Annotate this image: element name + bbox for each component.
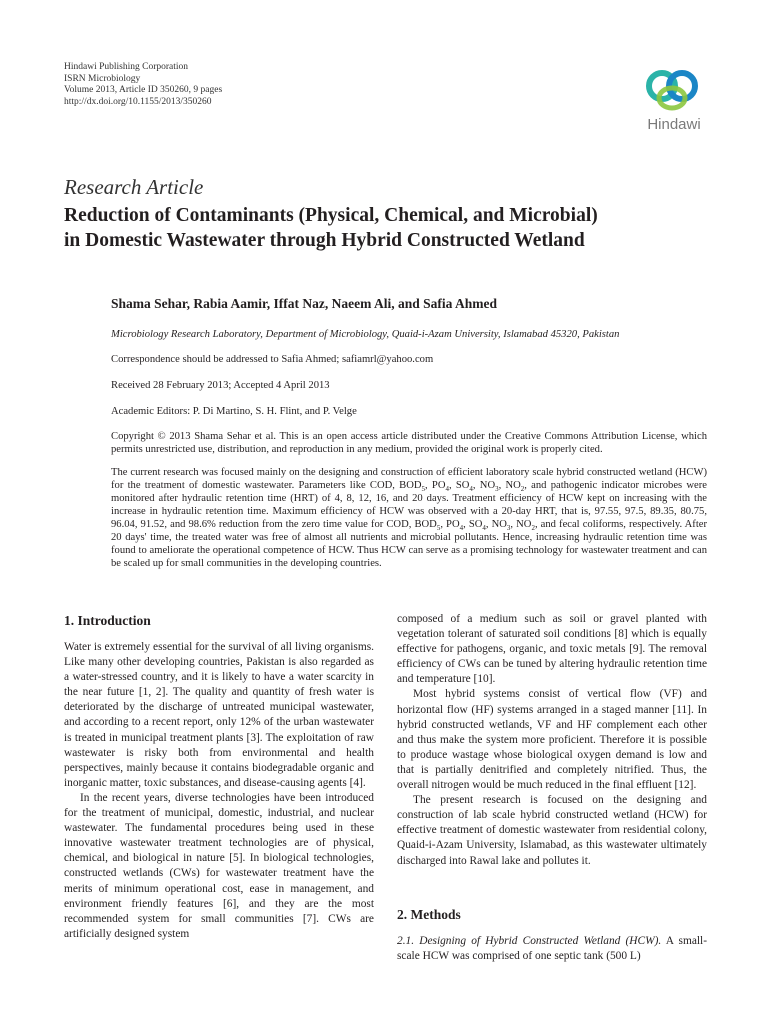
abstract: The current research was focused mainly on the designing and construction of efficient laboratory scale hybrid constructed wetland (HCW) for the treatment of domestic wastewater. Parameters like COD, $BOD_5$, $PO_4$, $SO_4$, $NO_3$, $NO_2$, and pathogenic indicator microbes were monitored after hydraulic retention time (HRT) of 4, 8, 12, 16, and 20 days. Treatment efficiency of HCW kept on increasing with the increase in hydraulic retention time. Maximum efficiency of HCW was observed with a 20-day HRT, that is, 97.55, 97.5, 89.35, 80.75, 96.04, 91.52, and 98.6% reduction from the zero time value for COD, $BOD_5$, $PO_4$, $SO_4$, $NO_3$, $NO_2$, and fecal coliforms, respectively. After 20 days' time, the treated water was free of almost all nutrients and microbial pollutants. Hence, increasing hydraulic retention time was found to ameliorate the operational competence of HCW. Thus HCW can serve as a promising technology for wastewater treatment and can be scaled up for small communities in the developing countries. xyxy=(111,467,708,569)
intro-paragraph-1: Water is extremely essential for the survival of all living organisms. Like many other developing countries, Pakistan is also regarded as a water-stressed country, and it is likely to have a water scarcity in the near future [1, 2]. The quality and quantity of fresh water is deteriorated by the discharge of untreated municipal wastewater, and according to a recent report, only 12% of the urban wastewater is treated in municipal treatment plants [3]. The exploitation of raw wastewater is risky both from environmental and health perspectives, mainly because it contains biodegradable organic and inorganic matter, toxic substances, and disease-causing agents [4]. xyxy=(64,641,374,789)
volume-info: Volume 2013, Article ID 350260, 9 pages xyxy=(64,85,223,95)
copyright-notice: Copyright © 2013 Shama Sehar et al. This is an open access article distributed under the Creative Commons Attribution License, which permits unrestricted use, distribution, and reproduction in any medium, provided the original work is properly cited. xyxy=(111,431,707,455)
article-title xyxy=(64,203,714,253)
section-heading-introduction: 1. Introduction xyxy=(64,613,151,628)
correspondence: Correspondence should be addressed to Safia Ahmed; safiamrl@yahoo.com xyxy=(111,354,434,365)
left-column xyxy=(64,640,374,942)
academic-editors: Academic Editors: P. Di Martino, S. H. Flint, and P. Velge xyxy=(111,406,357,417)
author-list: Shama Sehar, Rabia Aamir, Iffat Naz, Naeem Ali, and Safia Ahmed xyxy=(111,296,498,311)
intro-paragraph-2: In the recent years, diverse technologies have been introduced for the treatment of municipal, domestic, industrial, and nuclear wastewater. The fundamental procedures being used in these innovative wastewater treatment technologies are of physical, chemical, and biological in nature [5]. In biological technologies, constructed wetlands (CWs) for wastewater treatment have the merits of minimum operational cost, ease in management, and environment friendly features [6], and they are the most recommended system for small communities [7]. CWs are artificially designed system xyxy=(64,791,374,940)
affiliation: Microbiology Research Laboratory, Department of Microbiology, Quaid-i-Azam University, Islamabad 45320, Pakistan xyxy=(111,329,620,340)
right-column xyxy=(397,612,707,869)
section-heading-methods: 2. Methods xyxy=(397,907,461,922)
subsection-text: A small-scale HCW was comprised of one septic tank (500 L) xyxy=(397,935,707,963)
article-type: Research Article xyxy=(64,175,204,199)
intro-paragraph-3: composed of a medium such as soil or gravel planted with vegetation tolerant of saturated soil conditions [8] which is equally effective for pathogens, organic, and toxic metals [9]. The removal efficiency of CWs can be tuned by altering hydraulic retention time and temperature [10]. xyxy=(397,613,707,686)
publisher: Hindawi Publishing Corporation xyxy=(64,62,189,72)
intro-paragraph-4: Most hybrid systems consist of vertical flow (VF) and horizontal flow (HF) systems arranged in a staged manner [11]. In hybrid constructed wetlands, VF and HF complement each other and thus make the system more proficient. Therefore it is possible to produce wastage whose biological oxygen demand is low and that is partially denitrified and completely nitrified. Thus, the overall nitrogen would be much reduced in the final effluent [12]. xyxy=(397,688,707,792)
subsection-title: 2.1. Designing of Hybrid Constructed Wetland (HCW). xyxy=(397,935,662,947)
hindawi-logo-text: Hindawi xyxy=(647,116,701,133)
methods-subsection xyxy=(397,934,707,964)
doi-link[interactable]: http://dx.doi.org/10.1155/2013/350260 xyxy=(64,96,212,107)
title-line-1: Reduction of Contaminants (Physical, Chemical, and Microbial) xyxy=(64,205,598,226)
journal-name: ISRN Microbiology xyxy=(64,73,141,84)
title-line-2: in Domestic Wastewater through Hybrid Constructed Wetland xyxy=(64,230,585,251)
intro-paragraph-5: The present research is focused on the designing and construction of lab scale hybrid constructed wetland (HCW) for effective treatment of domestic wastewater from residential colony, Quaid-i-Azam University, Islamabad, as this wastewater ultimately discharged into Rawal lake and pollutes it. xyxy=(397,794,707,867)
received-accepted-dates: Received 28 February 2013; Accepted 4 April 2013 xyxy=(111,380,330,391)
journal-metadata xyxy=(64,62,222,108)
